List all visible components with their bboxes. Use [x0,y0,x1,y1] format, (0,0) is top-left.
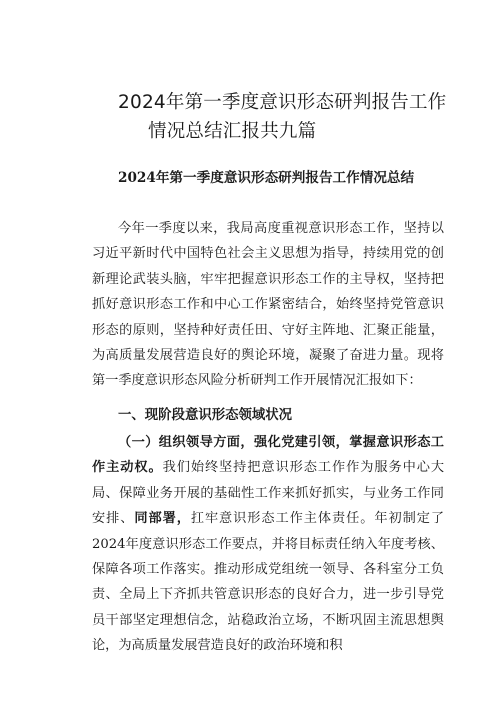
title-line-1: 2024年第一季度意识形态研判报告工作 [118,92,447,113]
section-subtitle: 2024年第一季度意识形态研判报告工作情况总结 [118,170,415,186]
paragraph-2-text-b: 扛牢意识形态工作主体责任。年初制定了2024年度意识形态工作要点，并将目标责任纳入年度考核、保障各项工作落实。推动形成党组统一领导、各科室分工负责、全局上下齐抓共管意识形态的良好合力，进一步引导党员干部坚定理想信念，站稳政治立场，不断巩固主流思想舆论，为高质量发展营造良好的政治环境和积 [92,511,445,654]
body-paragraph-2 [92,430,444,659]
title-line-2: 情况总结汇报共九篇 [148,121,317,142]
paragraph-2-lead: （一）组织领导方面，强化党建引领，掌握意识形态工作主动权。 [92,435,444,476]
section-heading-1: 一、现阶段意识形态领域状况 [118,407,293,423]
document-title [118,88,448,146]
paragraph-2-text-a: 我们始终坚持把意识形态工作作为服务中心大局、保障业务开展的基础性工作来抓好抓实，与业务工作同安排、 [92,460,445,527]
paragraph-2-emphasis: 同部署， [134,511,191,527]
body-paragraph-1: 今年一季度以来，我局高度重视意识形态工作，坚持以习近平新时代中国特色社会主义思想为指导，持续用党的创新理论武装头脑，牢牢把握意识形态工作的主导权，坚持把抓好意识形态工作和中心工作紧密结合，始终坚持党管意识形态的原则，坚持种好责任田、守好主阵地、汇聚正能量，为高质量发展营造良好的舆论环境，凝聚了奋进力量。现将第一季度意识形态风险分析研判工作开展情况汇报如下： [92,221,444,389]
